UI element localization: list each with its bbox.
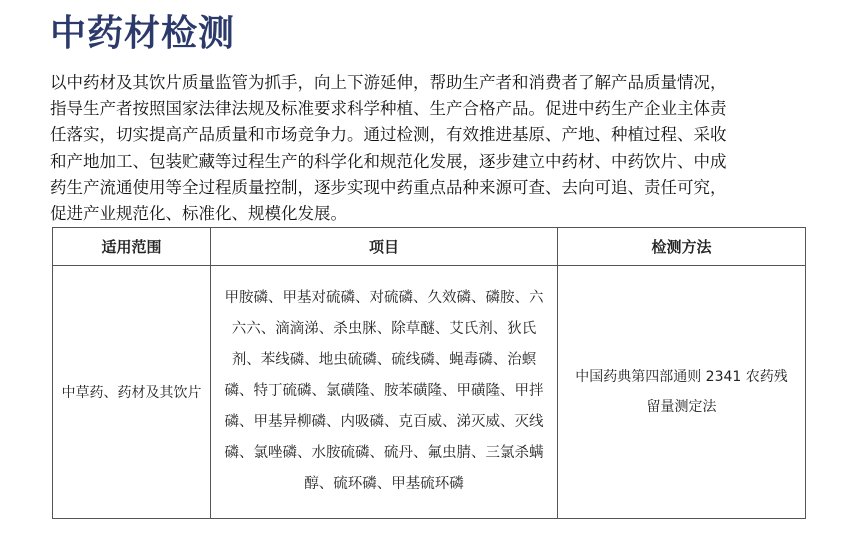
items-list-text: 甲胺磷、甲基对硫磷、对硫磷、久效磷、磷胺、六 六六、滴滴涕、杀虫脒、除草醚、艾氏剂、狄氏 剂、苯线磷、地虫硫磷、硫线磷、蝇毒磷、治螟 磷、特丁硫磷、氯磺隆、胺苯磺隆、甲磺隆、甲拌 磷、甲基异柳磷、内吸磷、克百威、涕灭威、灭线 磷、氯唑磷、水胺硫磷、硫丹、氟虫腈、三氯杀螨 醇、硫环磷、甲基硫环磷 — [224, 289, 544, 492]
header-items: 项目 — [211, 228, 558, 266]
pesticide-test-table — [52, 227, 806, 519]
table-header-row — [53, 228, 806, 266]
table-header — [53, 228, 806, 266]
header-method: 检测方法 — [558, 228, 806, 266]
intro-paragraph: 以中药材及其饮片质量监管为抓手，向上下游延伸，帮助生产者和消费者了解产品质量情况， 指导生产者按照国家法律法规及标准要求科学种植、生产合格产品。促进中药生产企业主体责 任落实，切实提高产品质量和市场竞争力。通过检测，有效推进基原、产地、种植过程、采收 和产地加工、包装贮藏等过程生产的科学化和规范化发展，逐步建立中药材、中药饮片、中成 药生产流通使用等全过程质量控制，逐步实现中药重点品种来源可查、去向可追、责任可究， 促进产业规范化、标准化、规模化发展。 — [50, 73, 727, 224]
cell-scope: 中草药、药材及其饮片 — [53, 266, 211, 519]
cell-method — [558, 266, 806, 519]
page-title: 中药材检测 — [50, 13, 236, 54]
method-text: 中国药典第四部通则 2341 农药残 留量测定法 — [575, 369, 788, 415]
table-body — [53, 266, 806, 519]
table-row — [53, 266, 806, 519]
cell-items — [211, 266, 558, 519]
header-scope: 适用范围 — [53, 228, 211, 266]
